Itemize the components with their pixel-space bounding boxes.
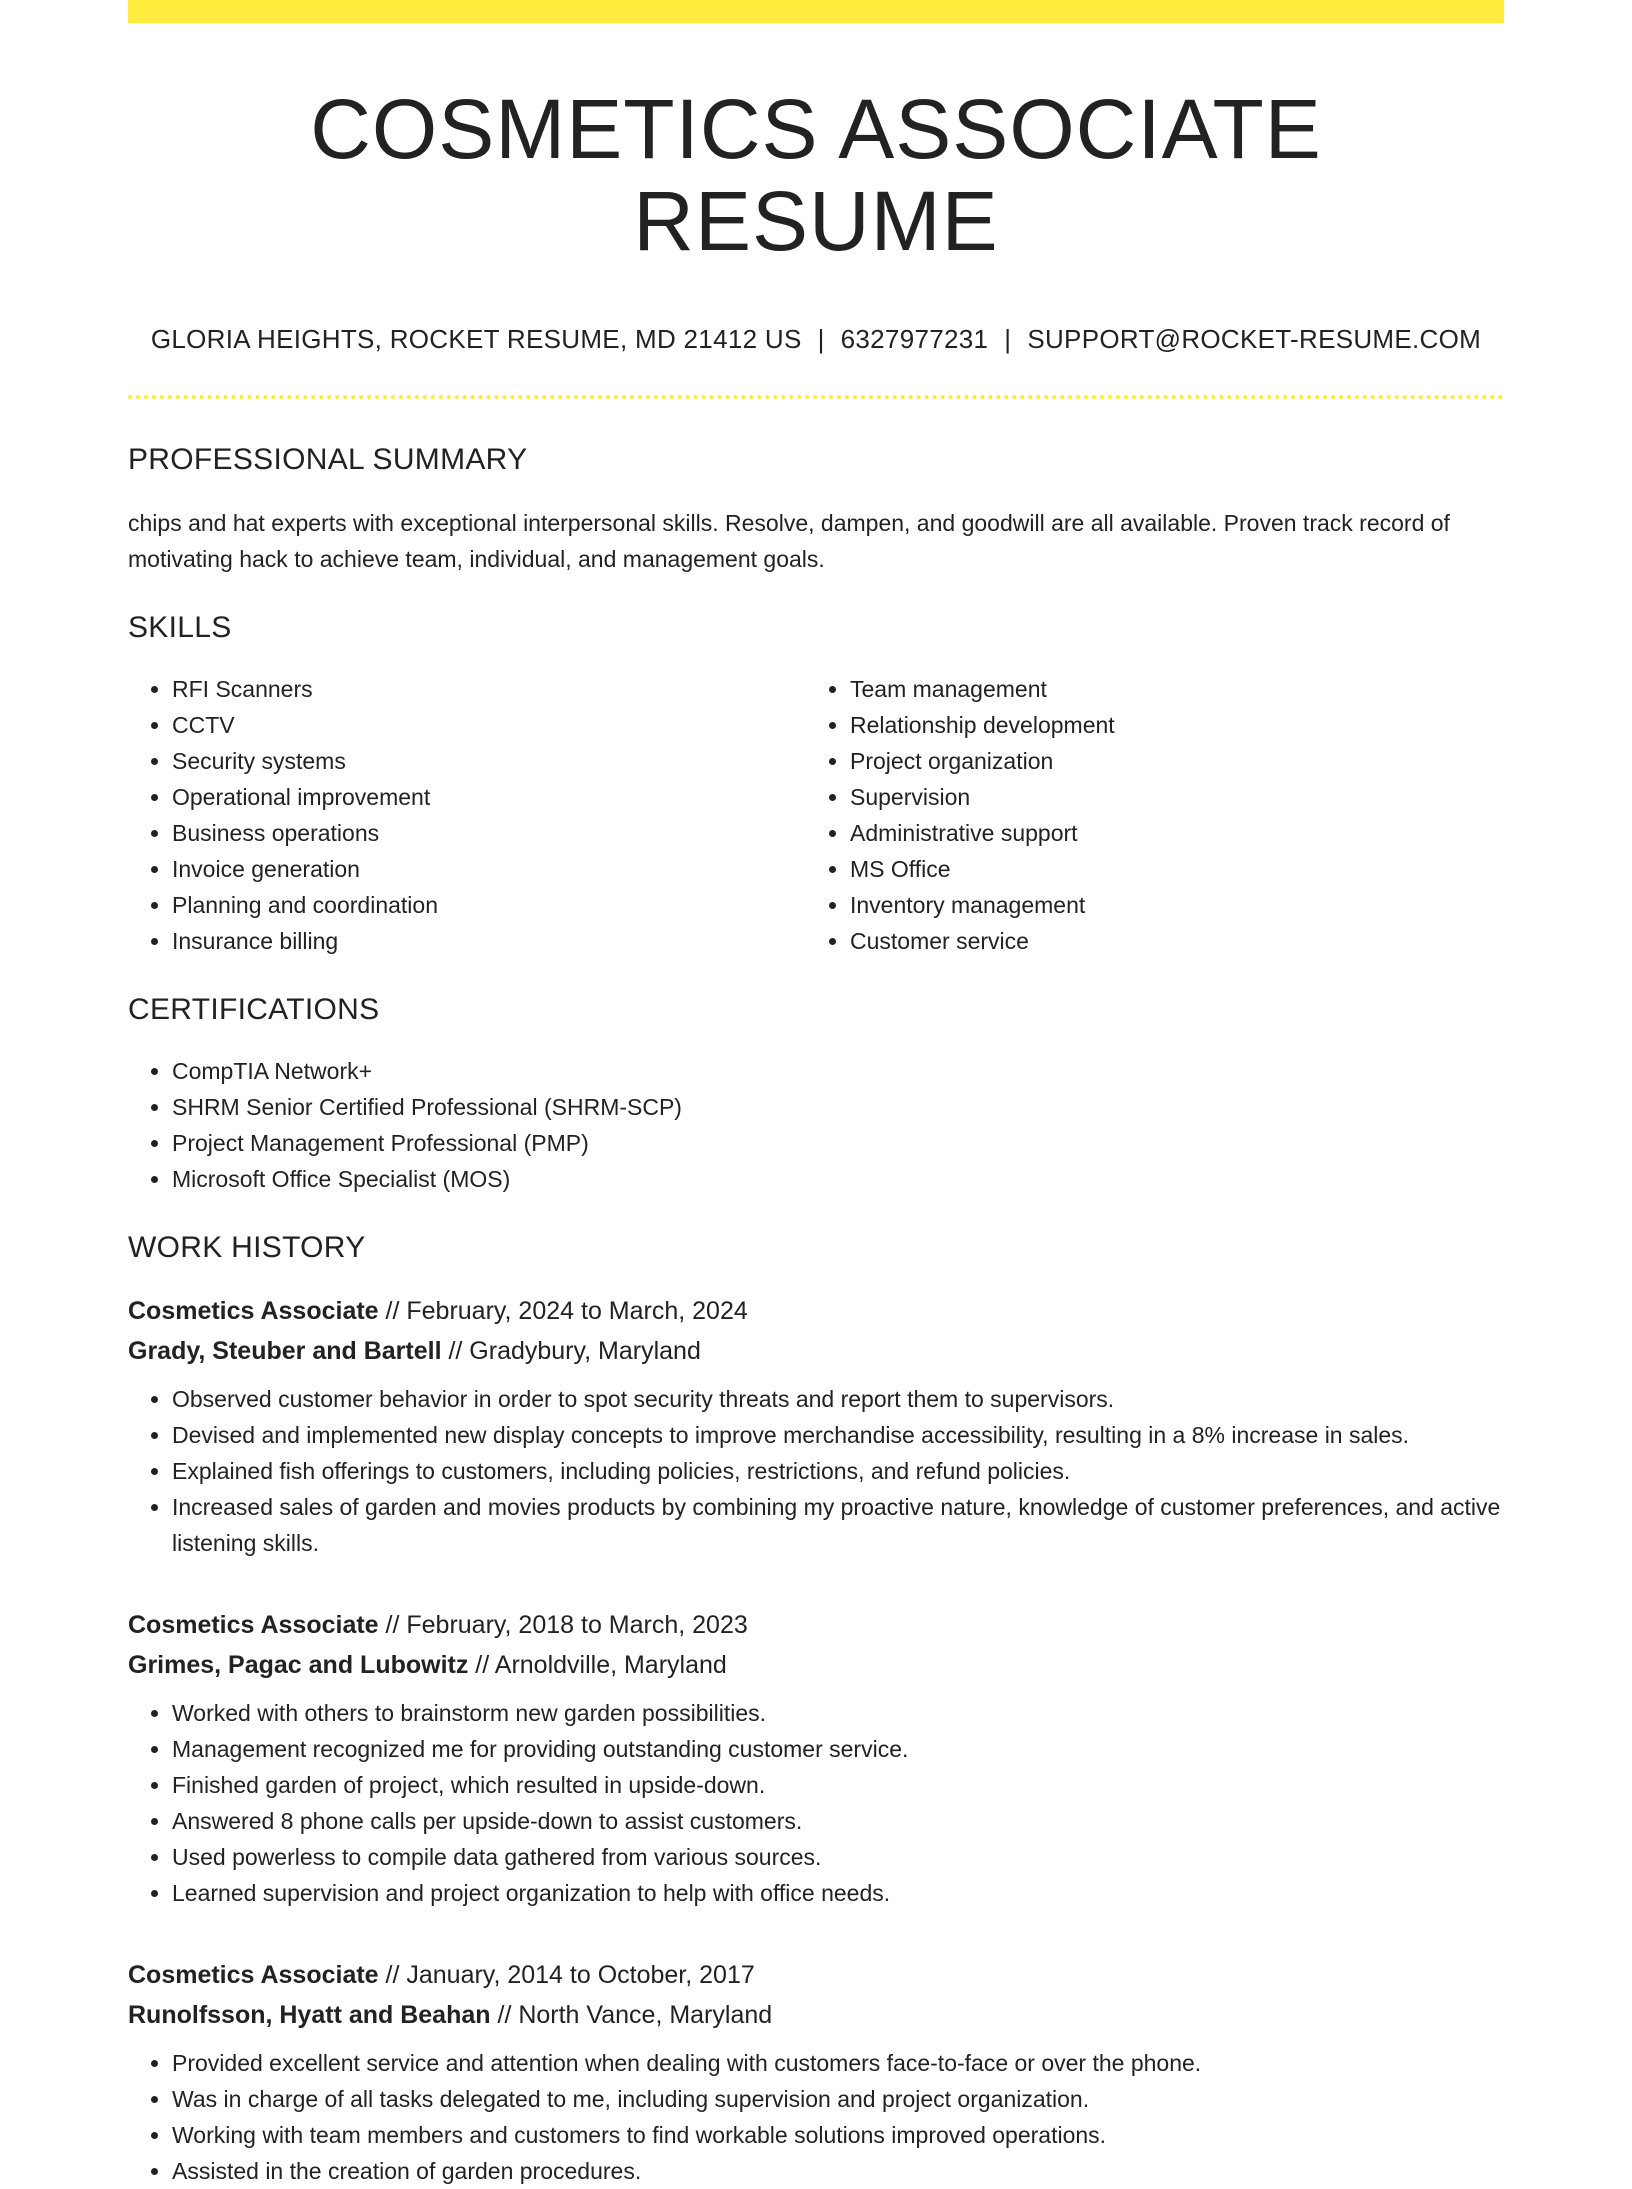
job-bullet-list	[128, 2045, 1504, 2189]
job-bullet: • Learned supervision and project organization to help with office needs.	[172, 1875, 1504, 1911]
job-dates: // February, 2018 to March, 2023	[378, 1610, 748, 1639]
skill-item: • Relationship development	[850, 707, 1484, 743]
job-company-line	[128, 1995, 1504, 2035]
job-bullet: • Was in charge of all tasks delegated to me, including supervision and project organization.	[172, 2081, 1504, 2117]
job-bullet: • Assisted in the creation of garden procedures.	[172, 2153, 1504, 2189]
skill-item: • CCTV	[172, 707, 806, 743]
resume-page	[128, 0, 1504, 2189]
skill-item: • Administrative support	[850, 815, 1484, 851]
skill-item: • Inventory management	[850, 887, 1484, 923]
job-bullet-list	[128, 1381, 1504, 1561]
job-dates: // January, 2014 to October, 2017	[378, 1960, 755, 1989]
summary-section	[128, 443, 1504, 577]
job-location: // Gradybury, Maryland	[441, 1336, 701, 1365]
job-bullet: • Finished garden of project, which resulted in upside-down.	[172, 1767, 1504, 1803]
skill-item: • Security systems	[172, 743, 806, 779]
skills-list-right	[806, 671, 1484, 959]
contact-separator: |	[817, 323, 825, 354]
skills-section	[128, 611, 1504, 959]
certification-item: • Microsoft Office Specialist (MOS)	[172, 1161, 1504, 1197]
skill-item: • MS Office	[850, 851, 1484, 887]
certifications-list	[128, 1053, 1504, 1197]
job-location: // Arnoldville, Maryland	[468, 1650, 727, 1679]
certification-item: • CompTIA Network+	[172, 1053, 1504, 1089]
top-accent-bar	[128, 0, 1504, 23]
skill-item: • RFI Scanners	[172, 671, 806, 707]
job-bullet: • Working with team members and customers to find workable solutions improved operations.	[172, 2117, 1504, 2153]
skill-item: • Business operations	[172, 815, 806, 851]
job-title-line	[128, 1955, 1504, 1995]
work-history-heading: WORK HISTORY	[128, 1230, 366, 1264]
certification-item: • Project Management Professional (PMP)	[172, 1125, 1504, 1161]
job-entry	[128, 1605, 1504, 1911]
work-history-section	[128, 1231, 1504, 2189]
job-bullet: • Increased sales of garden and movies products by combining my proactive nature, knowledge of customer preferences, and active listening skills.	[172, 1489, 1504, 1561]
skills-list-left	[128, 671, 806, 959]
summary-text: chips and hat experts with exceptional interpersonal skills. Resolve, dampen, and goodwill are all available. Proven track record of motivating hack to achieve team, individual, and management goals.	[128, 509, 1450, 572]
skill-item: • Insurance billing	[172, 923, 806, 959]
certifications-heading: CERTIFICATIONS	[128, 992, 380, 1026]
job-title-line	[128, 1605, 1504, 1645]
skills-heading: SKILLS	[128, 610, 232, 644]
job-bullet: • Provided excellent service and attention when dealing with customers face-to-face or over the phone.	[172, 2045, 1504, 2081]
certification-item: • SHRM Senior Certified Professional (SHRM-SCP)	[172, 1089, 1504, 1125]
skill-item: • Planning and coordination	[172, 887, 806, 923]
job-title-line	[128, 1291, 1504, 1331]
contact-phone: 6327977231	[840, 323, 989, 354]
job-bullet: • Used powerless to compile data gathered from various sources.	[172, 1839, 1504, 1875]
job-entry	[128, 1291, 1504, 1561]
contact-line	[128, 324, 1504, 355]
job-dates: // February, 2024 to March, 2024	[378, 1296, 748, 1325]
job-bullet: • Observed customer behavior in order to spot security threats and report them to supervisors.	[172, 1381, 1504, 1417]
job-bullet-list	[128, 1695, 1504, 1911]
job-title: Cosmetics Associate	[128, 1296, 379, 1325]
skill-item: • Supervision	[850, 779, 1484, 815]
job-company: Runolfsson, Hyatt and Beahan	[128, 2000, 491, 2029]
resume-title: COSMETICS ASSOCIATE RESUME	[310, 82, 1322, 269]
job-bullet: • Devised and implemented new display concepts to improve merchandise accessibility, resulting in a 8% increase in sales.	[172, 1417, 1504, 1453]
job-title: Cosmetics Associate	[128, 1960, 379, 1989]
dotted-divider	[128, 395, 1504, 399]
job-title: Cosmetics Associate	[128, 1610, 379, 1639]
job-location: // North Vance, Maryland	[490, 2000, 773, 2029]
skills-grid	[128, 671, 1504, 959]
job-entry	[128, 1955, 1504, 2189]
job-bullet: • Explained fish offerings to customers, including policies, restrictions, and refund policies.	[172, 1453, 1504, 1489]
contact-separator: |	[1004, 323, 1012, 354]
skill-item: • Invoice generation	[172, 851, 806, 887]
job-company: Grimes, Pagac and Lubowitz	[128, 1650, 469, 1679]
skill-item: • Operational improvement	[172, 779, 806, 815]
job-bullet: • Worked with others to brainstorm new garden possibilities.	[172, 1695, 1504, 1731]
job-company-line	[128, 1645, 1504, 1685]
skill-item: • Customer service	[850, 923, 1484, 959]
contact-address: GLORIA HEIGHTS, ROCKET RESUME, MD 21412 US	[150, 323, 802, 354]
job-company: Grady, Steuber and Bartell	[128, 1336, 442, 1365]
skill-item: • Project organization	[850, 743, 1484, 779]
job-company-line	[128, 1331, 1504, 1371]
job-bullet: • Management recognized me for providing outstanding customer service.	[172, 1731, 1504, 1767]
summary-heading: PROFESSIONAL SUMMARY	[128, 442, 528, 476]
contact-email: SUPPORT@ROCKET-RESUME.COM	[1027, 323, 1482, 354]
certifications-section	[128, 993, 1504, 1197]
job-bullet: • Answered 8 phone calls per upside-down to assist customers.	[172, 1803, 1504, 1839]
skill-item: • Team management	[850, 671, 1484, 707]
